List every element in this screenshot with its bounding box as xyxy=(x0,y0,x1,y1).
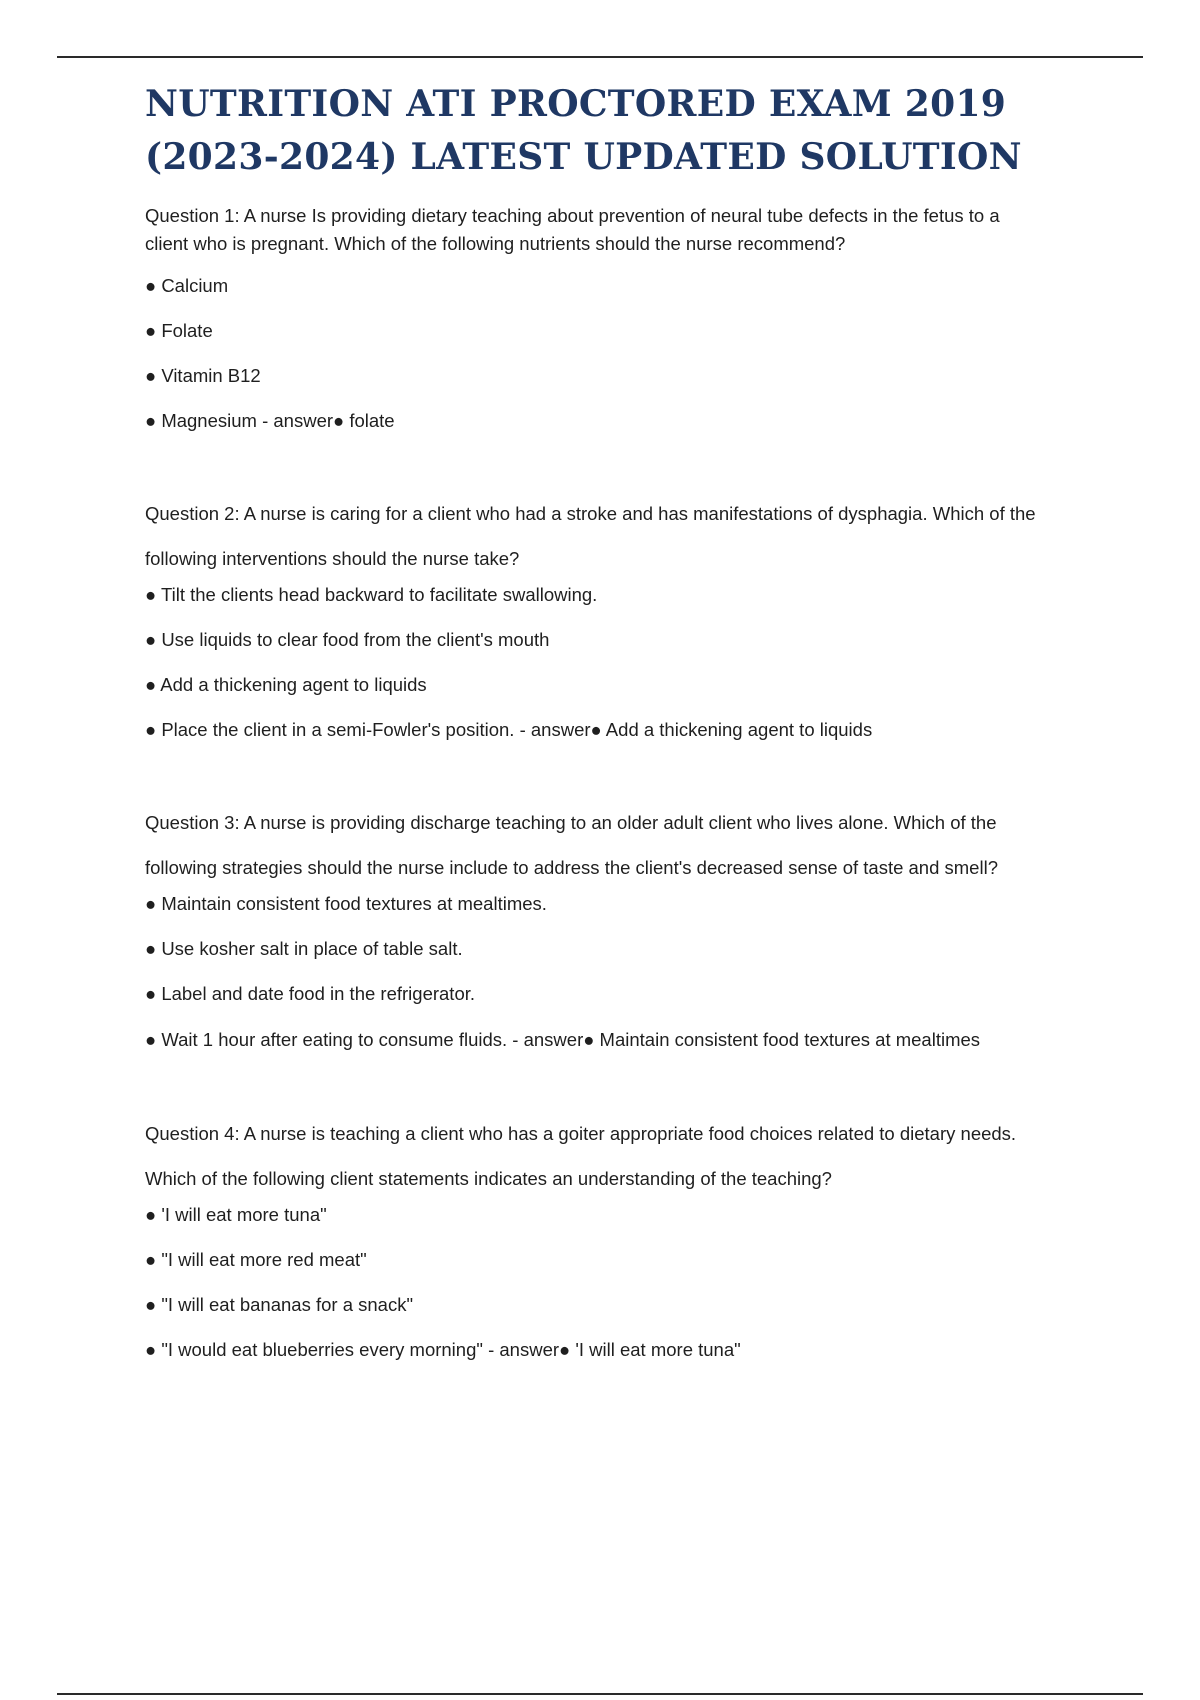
question-3 xyxy=(145,800,1045,1055)
question-3-option-1: ● Maintain consistent food textures at mealtimes. xyxy=(145,893,547,914)
question-4-option-2: ● "I will eat more red meat" xyxy=(145,1249,367,1270)
question-1-text: Question 1: A nurse Is providing dietary teaching about prevention of neural tube defects in the fetus to a client who is pregnant. Which of the following nutrients should the nurse recommend? xyxy=(145,205,1000,254)
question-1-option-3: ● Vitamin B12 xyxy=(145,365,261,386)
question-2-option-3: ● Add a thickening agent to liquids xyxy=(145,674,427,695)
bottom-rule xyxy=(57,1693,1143,1695)
question-3-option-4-answer: ● Wait 1 hour after eating to consume fluids. - answer● Maintain consistent food textures at mealtimes xyxy=(145,1029,981,1050)
question-3-option-3: ● Label and date food in the refrigerator. xyxy=(145,983,476,1004)
document-body xyxy=(145,78,1045,1381)
question-3-option-2: ● Use kosher salt in place of table salt. xyxy=(145,938,463,959)
question-2-option-1: ● Tilt the clients head backward to facilitate swallowing. xyxy=(145,584,598,605)
question-1-option-2: ● Folate xyxy=(145,320,213,341)
top-rule xyxy=(57,56,1143,58)
question-2-options xyxy=(145,581,1045,744)
document-title: NUTRITION ATI PROCTORED EXAM 2019 (2023-2024) LATEST UPDATED SOLUTION xyxy=(145,83,1022,178)
question-4-text: Question 4: A nurse is teaching a client who has a goiter appropriate food choices related to dietary needs. Which of the following client statements indicates an understanding of the teaching? xyxy=(145,1123,1017,1189)
question-4-options xyxy=(145,1201,1045,1364)
question-3-text: Question 3: A nurse is providing discharge teaching to an older adult client who lives alone. Which of the following strategies should the nurse include to address the client's decreased sense of taste and smell? xyxy=(145,812,998,878)
question-1-option-1: ● Calcium xyxy=(145,275,229,296)
question-4-option-1: ● 'I will eat more tuna" xyxy=(145,1204,327,1225)
question-2-option-2: ● Use liquids to clear food from the client's mouth xyxy=(145,629,550,650)
question-2 xyxy=(145,491,1045,744)
question-3-options xyxy=(145,890,1045,1055)
question-4-option-3: ● "I will eat bananas for a snack" xyxy=(145,1294,414,1315)
question-1-option-4-answer: ● Magnesium - answer● folate xyxy=(145,410,395,431)
question-2-option-4-answer: ● Place the client in a semi-Fowler's position. - answer● Add a thickening agent to liquids xyxy=(145,719,873,740)
question-2-text: Question 2: A nurse is caring for a client who had a stroke and has manifestations of dysphagia. Which of the following interventions should the nurse take? xyxy=(145,503,1036,569)
question-1-options xyxy=(145,272,1045,435)
question-1 xyxy=(145,202,1045,435)
question-4 xyxy=(145,1111,1045,1364)
question-4-option-4-answer: ● "I would eat blueberries every morning" - answer● 'I will eat more tuna" xyxy=(145,1339,741,1360)
